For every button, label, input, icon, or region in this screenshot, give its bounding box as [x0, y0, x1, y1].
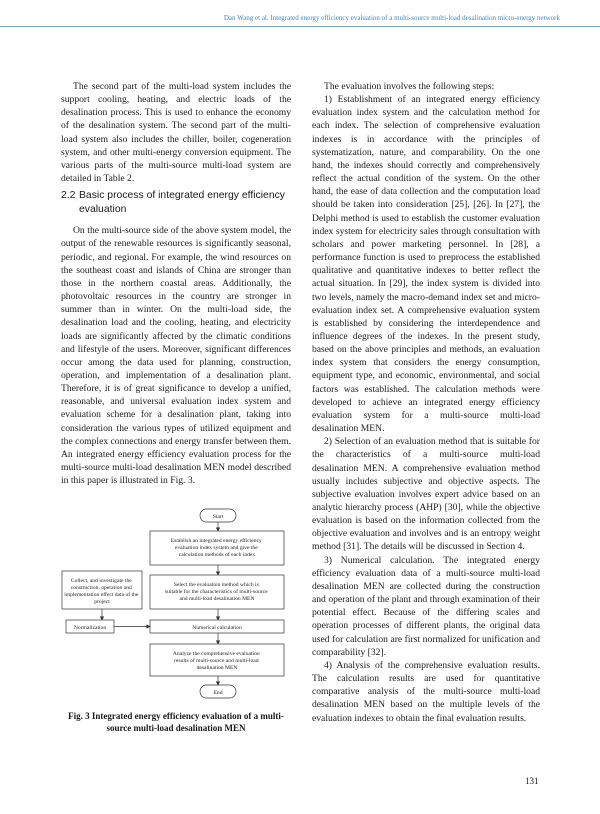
- establish-line-1: Establish an integrated energy efficiency: [170, 538, 262, 544]
- select-method-text: [165, 582, 269, 602]
- running-header: Dan Wang et al. Integrated energy efficiency evaluation of a multi-source multi-load desalination micro-energy network: [223, 14, 560, 22]
- collect-line-1: Collect, and investigate the: [70, 578, 132, 584]
- analyze-line-1: Analyze the comprehensive evaluation: [172, 651, 260, 657]
- section-title: Basic process of integrated energy efficiency evaluation: [79, 190, 286, 215]
- establish-line-2: evaluation index system and give the: [174, 545, 258, 551]
- header-divider: [0, 26, 600, 27]
- select-line-2: suitable for the characteristics of multi-source: [164, 589, 268, 595]
- right-column: [312, 80, 540, 725]
- end-label: End: [213, 689, 223, 696]
- flowchart-svg: [60, 503, 292, 703]
- right-paragraph-3: 2) Selection of an evaluation method that is suitable for the characteristics of a multi-source multi-load desalination MEN. A comprehensive evaluation method usually includes subjective and objective aspects. The subjective evaluation involves expert advice based on an analytic hierarchy process (AHP) [30], while the objective evaluation is based on the information collected from the objective evaluation and involves and is an entropy weight method [31]. The details will be discussed in Section 4.: [312, 436, 540, 553]
- start-label: Start: [212, 513, 224, 520]
- select-line-3: and multi-load desalination MEN: [179, 596, 255, 602]
- collect-line-4: project: [94, 599, 110, 605]
- right-paragraph-2: 1) Establishment of an integrated energy efficiency evaluation index system and the calculation method for each index. The selection of comprehensive evaluation indexes is in accordance with the principles of systematization, nature, and comparability. On the one hand, the indexes should correctly and comprehensively reflect the actual condition of the system. On the other hand, the ease of data collection and the computation load should be taken into consideration [25], [26]. In [27], the Delphi method is used to establish the customer evaluation index system for electricity sales through consultation with scholars and power marketing personnel. In [28], a performance function is used to preprocess the established qualitative and quantitative indexes to better reflect the actual situation. In [29], the index system is divided into two levels, namely the macro-demand index set and micro-evaluation index set. A comprehensive evaluation system is established by considering the interdependence and influence degrees of the indexes. In the present study, based on the above principles and methods, an evaluation index system that considers the energy consumption, equipment type, and economic, environmental, and social factors was established. The calculation methods were developed to achieve an integrated energy efficiency evaluation system for a multi-source multi-load desalination MEN.: [312, 94, 540, 435]
- collect-line-2: construction, operation and: [70, 585, 132, 591]
- figure-caption: Fig. 3 Integrated energy efficiency evaluation of a multi-source multi-load desalination MEN: [68, 711, 284, 733]
- right-paragraph-5: 4) Analysis of the comprehensive evaluation results. The calculation results are used for quantitative comparative analysis of the multi-source multi-load desalination MEN based on the multiple levels of the evaluation indexes to obtain the final evaluation results.: [312, 659, 540, 724]
- normalization-label: Normalization: [73, 624, 107, 631]
- analyze-line-3: desalination MEN: [196, 665, 238, 671]
- left-paragraph-2: On the multi-source side of the above system model, the output of the renewable resources is significantly seasonal, periodic, and regional. For example, the wind resources on the southeast coast and islands of China are stronger than those in the northern coastal areas. Additionally, the photovoltaic resources in the country are stronger in summer than in winter. On the multi-load side, the desalination load and the cooling, heating, and electricity loads are significantly affected by the climatic conditions and lifestyle of the users. Moreover, significant differences occur among the data used for planning, construction, operation, and implementation of a desalination plant. Therefore, it is of great significance to develop a unified, reasonable, and universal evaluation index system and evaluation scheme for a desalination plant, taking into consideration the various types of utilized equipment and the complex connections and energy transfer between them. An integrated energy efficiency evaluation process for the multi-source multi-load desalination MEN model described in this paper is illustrated in Fig. 3.: [61, 225, 291, 487]
- page-number: 131: [525, 776, 539, 786]
- analyze-line-2: results of multi-source and multi-load: [174, 658, 259, 664]
- right-paragraph-1: The evaluation involves the following steps:: [324, 81, 495, 92]
- left-column: [61, 80, 291, 487]
- section-heading: [61, 189, 291, 216]
- collect-line-3: implementation effect data of the: [64, 592, 139, 598]
- left-paragraph-1: The second part of the multi-load system includes the support cooling, heating, and electric loads of the desalination process. This is used to enhance the economy of the desalination system. The second part of the multi-load system also includes the chiller, boiler, cogeneration system, and other multi-energy conversion equipment. The various parts of the multi-source multi-load system are detailed in Table 2.: [61, 81, 291, 185]
- flowchart-figure: [60, 503, 292, 703]
- right-paragraph-4: 3) Numerical calculation. The integrated energy efficiency evaluation data of a multi-source multi-load desalination MEN are collected during the construction and operation of the plant and through examination of their potential effect. Because of the differing scales and operation processes of different plants, the original data used for calculation are first normalized for unification and comparability [32].: [312, 554, 540, 658]
- select-line-1: Select the evaluation method which is: [173, 582, 259, 588]
- establish-line-3: calculation methods of each index: [178, 552, 256, 558]
- section-number: 2.2: [61, 190, 76, 202]
- numerical-calculation-label: Numerical calculation: [192, 624, 242, 631]
- establish-index-text: [171, 537, 264, 558]
